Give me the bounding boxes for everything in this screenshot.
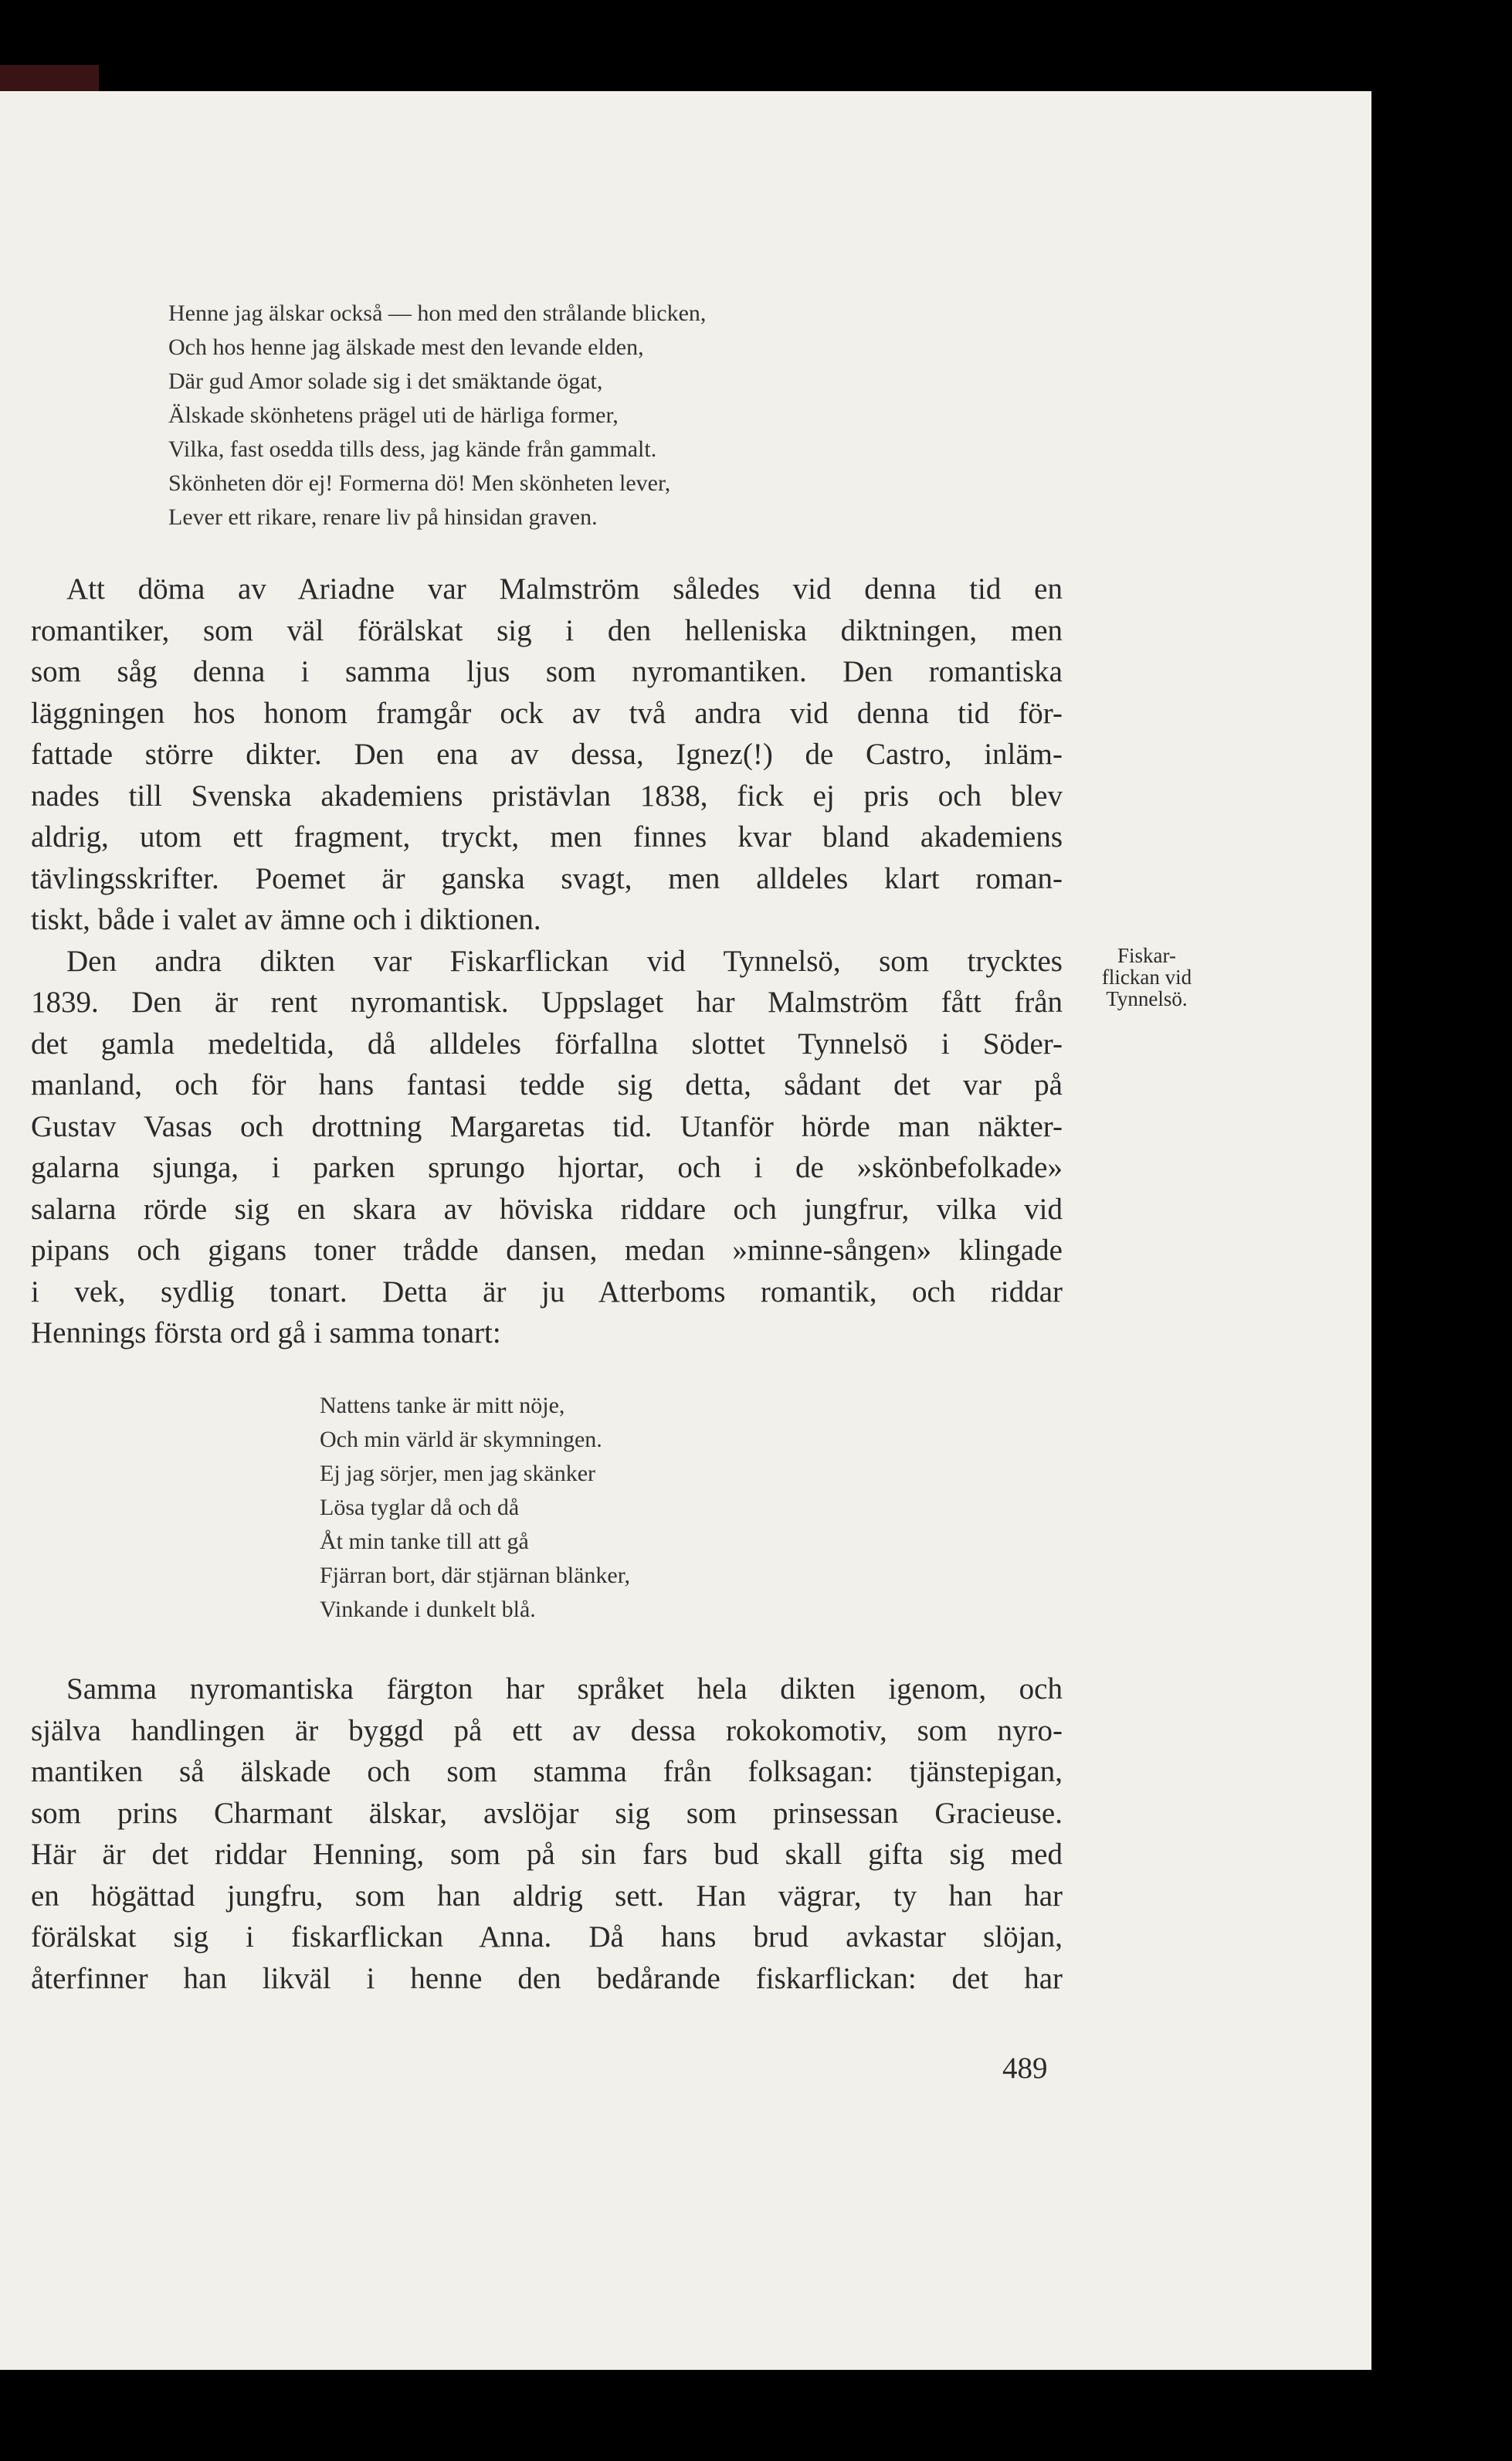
poem-line: Ej jag sörjer, men jag skänker xyxy=(320,1461,596,1486)
text-line: mantiken så älskade och som stamma från folksagan: tjänstepigan, xyxy=(31,1755,1063,1788)
book-page xyxy=(0,91,1371,2370)
scan-edge-mark xyxy=(0,65,99,91)
text-line: manland, och för hans fantasi tedde sig detta, sådant det var på xyxy=(31,1068,1063,1102)
body-text-first xyxy=(31,569,1063,1354)
poem-line: Och min värld är skymningen. xyxy=(320,1427,602,1452)
text-line: fattade större dikter. Den ena av dessa, Ignez(!) de Castro, inläm- xyxy=(31,738,1063,771)
text-line: aldrig, utom ett fragment, tryckt, men finnes kvar bland akademiens xyxy=(31,820,1063,854)
text-line: det gamla medeltida, då alldeles förfallna slottet Tynnelsö i Söder- xyxy=(31,1027,1063,1061)
poem-line: Skönheten dör ej! Formerna dö! Men skönheten lever, xyxy=(168,470,671,496)
text-line: Samma nyromantiska färgton har språket hela dikten igenom, och xyxy=(66,1672,1063,1706)
henning-poem xyxy=(320,1389,630,1627)
text-line: i vek, sydlig tonart. Detta är ju Atterboms romantik, och riddar xyxy=(31,1275,1063,1309)
body-text-second xyxy=(31,1668,1063,1999)
text-line: Här är det riddar Henning, som på sin fars bud skall gifta sig med xyxy=(31,1838,1063,1871)
text-line: läggningen hos honom framgår ock av två andra vid denna tid för- xyxy=(31,696,1063,730)
text-line: Den andra dikten var Fiskarflickan vid Tynnelsö, som trycktes xyxy=(66,944,1063,978)
text-line: som prins Charmant älskar, avslöjar sig som prinsessan Gracieuse. xyxy=(31,1796,1063,1830)
text-line: Hennings första ord gå i samma tonart: xyxy=(31,1316,501,1349)
text-line: som såg denna i samma ljus som nyromantiken. Den romantiska xyxy=(31,655,1063,688)
poem-line: Lever ett rikare, renare liv på hinsidan graven. xyxy=(168,504,598,530)
text-line: själva handlingen är byggd på ett av dessa rokokomotiv, som nyro- xyxy=(31,1713,1063,1747)
poem-line: Åt min tanke till att gå xyxy=(320,1529,529,1554)
poem-line: Vilka, fast osedda tills dess, jag kände från gammalt. xyxy=(168,436,657,462)
poem-line: Och hos henne jag älskade mest den levande elden, xyxy=(168,334,644,360)
text-line: romantiker, som väl förälskat sig i den helleniska diktningen, men xyxy=(31,613,1063,647)
margin-note-line: Fiskar- xyxy=(1117,944,1176,967)
poem-line: Där gud Amor solade sig i det smäktande ögat, xyxy=(168,368,603,394)
text-line: Gustav Vasas och drottning Margaretas tid. Utanför hörde man näkter- xyxy=(31,1109,1063,1143)
opening-poem xyxy=(168,297,706,535)
margin-note xyxy=(1081,945,1212,1010)
text-line: pipans och gigans toner trådde dansen, medan »minne-sången» klingade xyxy=(31,1234,1063,1267)
poem-line: Vinkande i dunkelt blå. xyxy=(320,1597,536,1622)
margin-note-line: Tynnelsö. xyxy=(1106,987,1188,1010)
page-number: 489 xyxy=(1002,2052,1048,2085)
text-line: förälskat sig i fiskarflickan Anna. Då hans brud avkastar slöjan, xyxy=(31,1920,1063,1954)
margin-note-line: flickan vid xyxy=(1101,966,1192,989)
text-line: tävlingsskrifter. Poemet är ganska svagt, men alldeles klart roman- xyxy=(31,861,1063,895)
poem-line: Älskade skönhetens prägel uti de härliga former, xyxy=(168,402,619,428)
text-line: tiskt, både i valet av ämne och i diktionen. xyxy=(31,903,541,936)
poem-line: Fjärran bort, där stjärnan blänker, xyxy=(320,1563,630,1588)
text-line: återfinner han likväl i henne den bedårande fiskarflickan: det har xyxy=(31,1961,1063,1995)
poem-line: Henne jag älskar också — hon med den strålande blicken, xyxy=(168,300,707,326)
text-line: nades till Svenska akademiens pristävlan 1838, fick ej pris och blev xyxy=(31,779,1063,813)
text-line: Att döma av Ariadne var Malmström således vid denna tid en xyxy=(66,572,1063,606)
text-line: en högättad jungfru, som han aldrig sett. Han vägrar, ty han har xyxy=(31,1879,1063,1913)
poem-line: Nattens tanke är mitt nöje, xyxy=(320,1393,565,1418)
text-line: galarna sjunga, i parken sprungo hjortar, och i de »skönbefolkade» xyxy=(31,1151,1063,1184)
text-line: 1839. Den är rent nyromantisk. Uppslaget har Malmström fått från xyxy=(31,986,1063,1019)
text-line: salarna rörde sig en skara av höviska riddare och jungfrur, vilka vid xyxy=(31,1192,1063,1226)
poem-line: Lösa tyglar då och då xyxy=(320,1495,520,1520)
